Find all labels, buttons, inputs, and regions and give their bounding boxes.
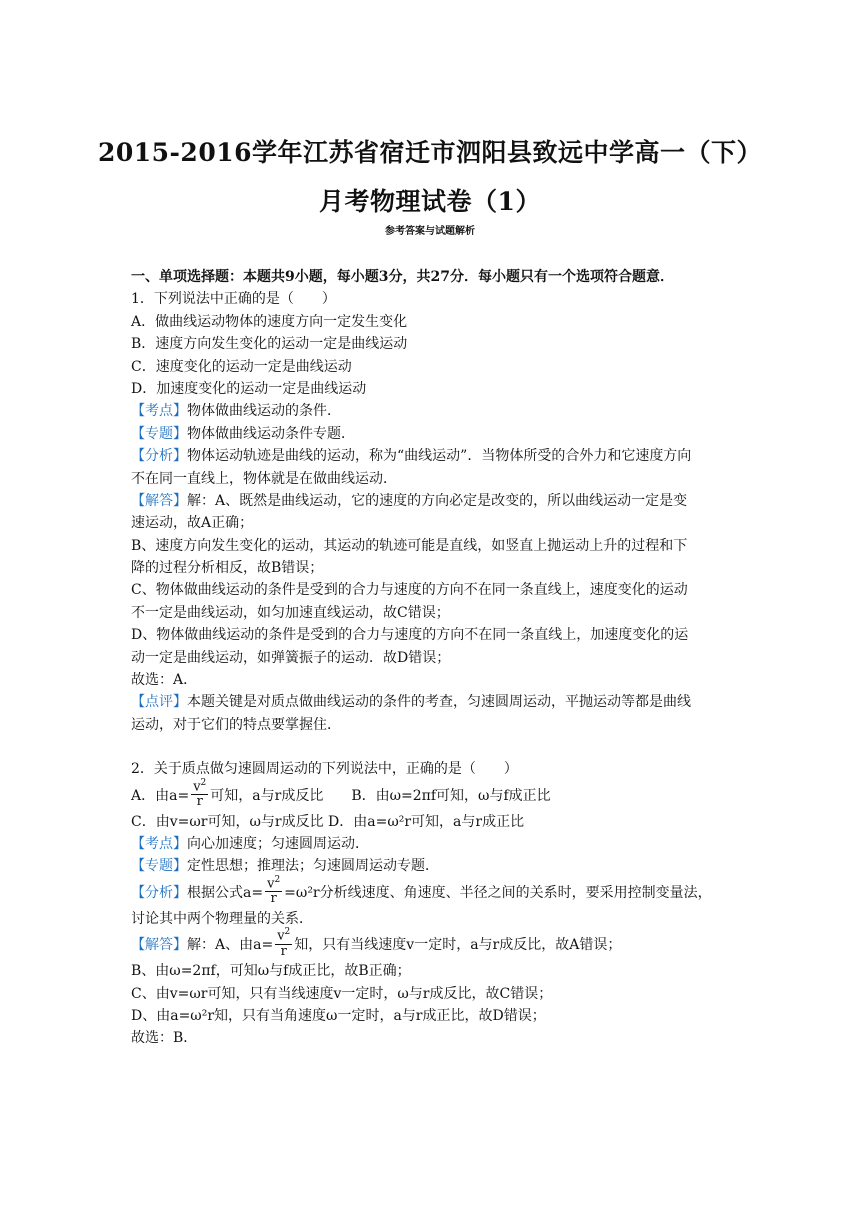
zhuanti-text: 物体做曲线运动条件专题． [187, 425, 355, 442]
dianping-tag: 【点评】 [131, 694, 187, 711]
kaodian-text: 物体做曲线运动的条件． [187, 403, 341, 420]
question-1-fenxi-cont: 不在同一直线上，物体就是在做曲线运动． [131, 470, 397, 487]
jieda-tag: 【解答】 [131, 937, 187, 954]
question-2-options-ab [131, 777, 737, 811]
question-2-option-a-pre: A．由a= [131, 787, 190, 804]
spacer [131, 736, 737, 758]
zhuanti-text: 定性思想；推理法；匀速圆周运动专题． [187, 858, 439, 875]
frac-numerator: v [267, 876, 275, 892]
question-1-answer: 故选：A． [131, 672, 198, 689]
question-2-zhuanti [131, 855, 737, 877]
question-1-option-c: C．速度变化的运动一定是曲线运动 [131, 358, 352, 375]
question-2-option-b: B．由ω=2πf可知，ω与f成正比 [351, 787, 551, 804]
question-2-fenxi-cont: 讨论其中两个物理量的关系． [131, 910, 313, 927]
question-1-jieda-8: 动一定是曲线运动，如弹簧振子的运动．故D错误； [131, 649, 451, 666]
frac-denominator: r [280, 943, 287, 959]
question-2-kaodian [131, 833, 737, 855]
question-1-jieda-2: 速运动，故A正确； [131, 515, 254, 532]
question-1-dianping-cont: 运动，对于它们的特点要掌握住． [131, 716, 341, 733]
question-2-option-a-post: 可知，a与r成反比 [210, 787, 324, 804]
fenxi-text: 物体运动轨迹是曲线的运动，称为“曲线运动”．当物体所受的合外力和它速度方向 [187, 448, 692, 465]
question-2-jieda-c: C、由v=ωr可知，只有当线速度v一定时，ω与r成反比，故C错误； [131, 985, 553, 1002]
question-1-option-a: A．做曲线运动物体的速度方向一定发生变化 [131, 313, 408, 330]
frac-numerator: v [193, 779, 201, 795]
question-1-zhuanti [131, 423, 737, 445]
fraction-v2-over-r [275, 925, 292, 958]
frac-denominator: r [270, 891, 277, 907]
section-heading: 一、单项选择题：本题共9小题，每小题3分，共27分．每小题只有一个选项符合题意． [131, 269, 674, 285]
page-title-line1: 2015-2016学年江苏省宿迁市泗阳县致远中学高一（下） [97, 138, 763, 167]
question-1-dianping [131, 691, 737, 713]
zhuanti-tag: 【专题】 [131, 858, 187, 875]
question-1-option-b: B．速度方向发生变化的运动一定是曲线运动 [131, 336, 408, 353]
question-2-jieda-b: B、由ω=2πf，可知ω与f成正比，故B正确； [131, 963, 411, 980]
fenxi-pre: 根据公式a= [187, 884, 264, 901]
question-1-jieda-7: D、物体做曲线运动的条件是受到的合力与速度的方向不在同一条直线上，加速度变化的运 [131, 627, 689, 644]
fraction-v2-over-r [265, 873, 282, 906]
question-1-jieda-5: C、物体做曲线运动的条件是受到的合力与速度的方向不在同一条直线上，速度变化的运动 [131, 582, 688, 599]
question-1-jieda-4: 降的过程分析相反，故B错误； [131, 560, 324, 577]
question-2-jieda [131, 927, 737, 960]
page-title-line2: 月考物理试卷（1） [319, 187, 541, 216]
frac-exponent: 2 [274, 875, 281, 886]
fenxi-tag: 【分析】 [131, 884, 187, 901]
page-subtitle: 参考答案与试题解析 [385, 226, 475, 237]
jieda-pre: 解：A、由a= [187, 937, 274, 954]
question-1-jieda-3: B、速度方向发生变化的运动，其运动的轨迹可能是直线，如竖直上抛运动上升的过程和下 [131, 537, 688, 554]
question-1-stem: 1．下列说法中正确的是（ ） [131, 291, 336, 308]
question-1-kaodian [131, 400, 737, 422]
fenxi-post: =ω²r分析线速度、角速度、半径之间的关系时，要采用控制变量法， [284, 884, 712, 901]
question-2-fenxi [131, 875, 737, 908]
question-2-option-d: D．由a=ω²r可知，a与r成正比 [328, 813, 525, 830]
fraction-v2-over-r [191, 776, 208, 809]
frac-denominator: r [196, 794, 203, 810]
dianping-text: 本题关键是对质点做曲线运动的条件的考查，匀速圆周运动，平抛运动等都是曲线 [187, 694, 691, 711]
frac-numerator: v [277, 928, 285, 944]
kaodian-text: 向心加速度；匀速圆周运动． [187, 835, 369, 852]
question-1-jieda-6: 不一定是曲线运动，如匀加速直线运动，故C错误； [131, 604, 450, 621]
zhuanti-tag: 【专题】 [131, 425, 187, 442]
jieda-tag: 【解答】 [131, 492, 187, 509]
question-1-jieda [131, 490, 737, 512]
question-1-fenxi [131, 445, 737, 467]
question-2-jieda-d: D、由a=ω²r知，只有当角速度ω一定时，a与r成正比，故D错误； [131, 1007, 546, 1024]
question-2-stem: 2．关于质点做匀速圆周运动的下列说法中，正确的是（ ） [131, 761, 518, 778]
document-body [131, 266, 737, 1050]
frac-exponent: 2 [200, 777, 207, 788]
fenxi-tag: 【分析】 [131, 448, 187, 465]
kaodian-tag: 【考点】 [131, 835, 187, 852]
question-2-answer: 故选：B． [131, 1030, 198, 1047]
frac-exponent: 2 [284, 927, 291, 938]
jieda-post: 知，只有当线速度v一定时，a与r成反比，故A错误； [294, 937, 622, 954]
question-1-option-d: D．加速度变化的运动一定是曲线运动 [131, 380, 367, 397]
question-2-option-c: C．由v=ωr可知，ω与r成反比 [131, 813, 324, 830]
kaodian-tag: 【考点】 [131, 403, 187, 420]
question-2-options-cd [131, 811, 737, 833]
jieda-text: 解：A、既然是曲线运动，它的速度的方向必定是改变的，所以曲线运动一定是变 [187, 492, 688, 509]
